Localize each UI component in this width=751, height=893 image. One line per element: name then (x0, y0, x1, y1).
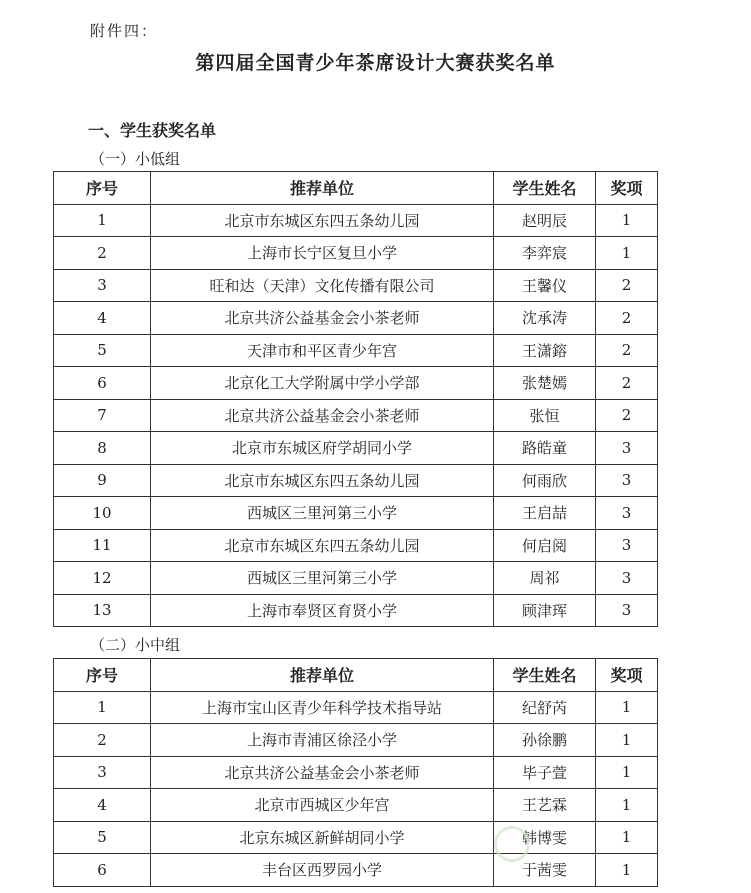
cell-student-name: 何雨欣 (494, 464, 596, 497)
cell-no: 2 (54, 237, 151, 270)
cell-award: 3 (596, 594, 658, 627)
header-name: 学生姓名 (494, 172, 596, 205)
cell-no: 2 (54, 724, 151, 757)
header-no: 序号 (54, 172, 151, 205)
cell-no: 4 (54, 789, 151, 822)
table-row (54, 367, 658, 400)
table-body (54, 204, 658, 627)
cell-no: 3 (54, 269, 151, 302)
table-row (54, 562, 658, 595)
cell-student-name: 顾津珲 (494, 594, 596, 627)
table-row (54, 432, 658, 465)
cell-award: 1 (596, 854, 658, 887)
cell-unit: 上海市青浦区徐泾小学 (151, 724, 494, 757)
cell-unit: 丰台区西罗园小学 (151, 854, 494, 887)
cell-award: 1 (596, 204, 658, 237)
cell-student-name: 李弈宸 (494, 237, 596, 270)
table-row (54, 821, 658, 854)
cell-award: 1 (596, 756, 658, 789)
cell-student-name: 纪舒芮 (494, 691, 596, 724)
table-row (54, 594, 658, 627)
cell-no: 11 (54, 529, 151, 562)
cell-no: 7 (54, 399, 151, 432)
cell-award: 3 (596, 464, 658, 497)
cell-unit: 北京市东城区东四五条幼儿园 (151, 204, 494, 237)
table-row (54, 529, 658, 562)
cell-student-name: 王潇鎔 (494, 334, 596, 367)
cell-student-name: 路皓童 (494, 432, 596, 465)
table-body (54, 691, 658, 886)
cell-no: 10 (54, 497, 151, 530)
cell-award: 1 (596, 691, 658, 724)
cell-unit: 上海市宝山区青少年科学技术指导站 (151, 691, 494, 724)
cell-no: 6 (54, 854, 151, 887)
cell-unit: 北京化工大学附属中学小学部 (151, 367, 494, 400)
cell-student-name: 毕子萱 (494, 756, 596, 789)
table-row (54, 204, 658, 237)
header-unit: 推荐单位 (151, 172, 494, 205)
cell-no: 13 (54, 594, 151, 627)
table-row (54, 464, 658, 497)
cell-student-name: 王馨仪 (494, 269, 596, 302)
cell-student-name: 周祁 (494, 562, 596, 595)
cell-student-name: 赵明辰 (494, 204, 596, 237)
cell-student-name: 王艺霖 (494, 789, 596, 822)
cell-student-name: 张恒 (494, 399, 596, 432)
cell-award: 2 (596, 399, 658, 432)
watermark-icon (494, 826, 530, 862)
header-unit: 推荐单位 (151, 659, 494, 692)
cell-award: 2 (596, 302, 658, 335)
cell-unit: 上海市奉贤区育贤小学 (151, 594, 494, 627)
header-award: 奖项 (596, 659, 658, 692)
cell-student-name: 张楚嫣 (494, 367, 596, 400)
cell-student-name: 韩博雯 (494, 821, 596, 854)
group-label-primary-mid: （二）小中组 (90, 636, 181, 654)
cell-no: 1 (54, 691, 151, 724)
table-row (54, 399, 658, 432)
cell-no: 4 (54, 302, 151, 335)
cell-student-name: 沈承涛 (494, 302, 596, 335)
cell-unit: 西城区三里河第三小学 (151, 497, 494, 530)
cell-award: 3 (596, 529, 658, 562)
cell-award: 3 (596, 497, 658, 530)
awards-table-primary-low (53, 171, 658, 627)
cell-unit: 上海市长宁区复旦小学 (151, 237, 494, 270)
cell-no: 12 (54, 562, 151, 595)
cell-award: 1 (596, 724, 658, 757)
cell-student-name: 王启喆 (494, 497, 596, 530)
table-row (54, 789, 658, 822)
cell-unit: 北京共济公益基金会小茶老师 (151, 399, 494, 432)
cell-unit: 西城区三里河第三小学 (151, 562, 494, 595)
cell-unit: 北京市东城区东四五条幼儿园 (151, 464, 494, 497)
cell-unit: 天津市和平区青少年宫 (151, 334, 494, 367)
table-row (54, 724, 658, 757)
table-header-row (54, 659, 658, 692)
cell-award: 3 (596, 562, 658, 595)
cell-unit: 北京共济公益基金会小茶老师 (151, 756, 494, 789)
awards-table-primary-mid (53, 658, 658, 887)
cell-no: 1 (54, 204, 151, 237)
group-label-primary-low: （一）小低组 (90, 150, 181, 168)
cell-no: 8 (54, 432, 151, 465)
cell-no: 6 (54, 367, 151, 400)
table-row (54, 854, 658, 887)
header-award: 奖项 (596, 172, 658, 205)
table-header-row (54, 172, 658, 205)
cell-unit: 北京共济公益基金会小茶老师 (151, 302, 494, 335)
cell-award: 1 (596, 821, 658, 854)
cell-no: 5 (54, 821, 151, 854)
table-row (54, 302, 658, 335)
table-row (54, 756, 658, 789)
table-row (54, 269, 658, 302)
cell-unit: 北京东城区新鲜胡同小学 (151, 821, 494, 854)
table-row (54, 691, 658, 724)
cell-award: 2 (596, 334, 658, 367)
cell-student-name: 何启阅 (494, 529, 596, 562)
cell-no: 3 (54, 756, 151, 789)
cell-unit: 北京市东城区府学胡同小学 (151, 432, 494, 465)
section-heading: 一、学生获奖名单 (88, 121, 217, 140)
cell-unit: 北京市西城区少年宫 (151, 789, 494, 822)
cell-no: 5 (54, 334, 151, 367)
cell-award: 3 (596, 432, 658, 465)
header-name: 学生姓名 (494, 659, 596, 692)
attachment-label: 附件四： (90, 22, 159, 40)
cell-award: 1 (596, 789, 658, 822)
header-no: 序号 (54, 659, 151, 692)
cell-unit: 旺和达（天津）文化传播有限公司 (151, 269, 494, 302)
cell-student-name: 于茜雯 (494, 854, 596, 887)
cell-award: 2 (596, 269, 658, 302)
table-row (54, 237, 658, 270)
cell-no: 9 (54, 464, 151, 497)
cell-award: 1 (596, 237, 658, 270)
table-row (54, 334, 658, 367)
cell-award: 2 (596, 367, 658, 400)
table-row (54, 497, 658, 530)
document-title: 第四届全国青少年茶席设计大赛获奖名单 (195, 52, 556, 74)
cell-student-name: 孙徐鹏 (494, 724, 596, 757)
cell-unit: 北京市东城区东四五条幼儿园 (151, 529, 494, 562)
